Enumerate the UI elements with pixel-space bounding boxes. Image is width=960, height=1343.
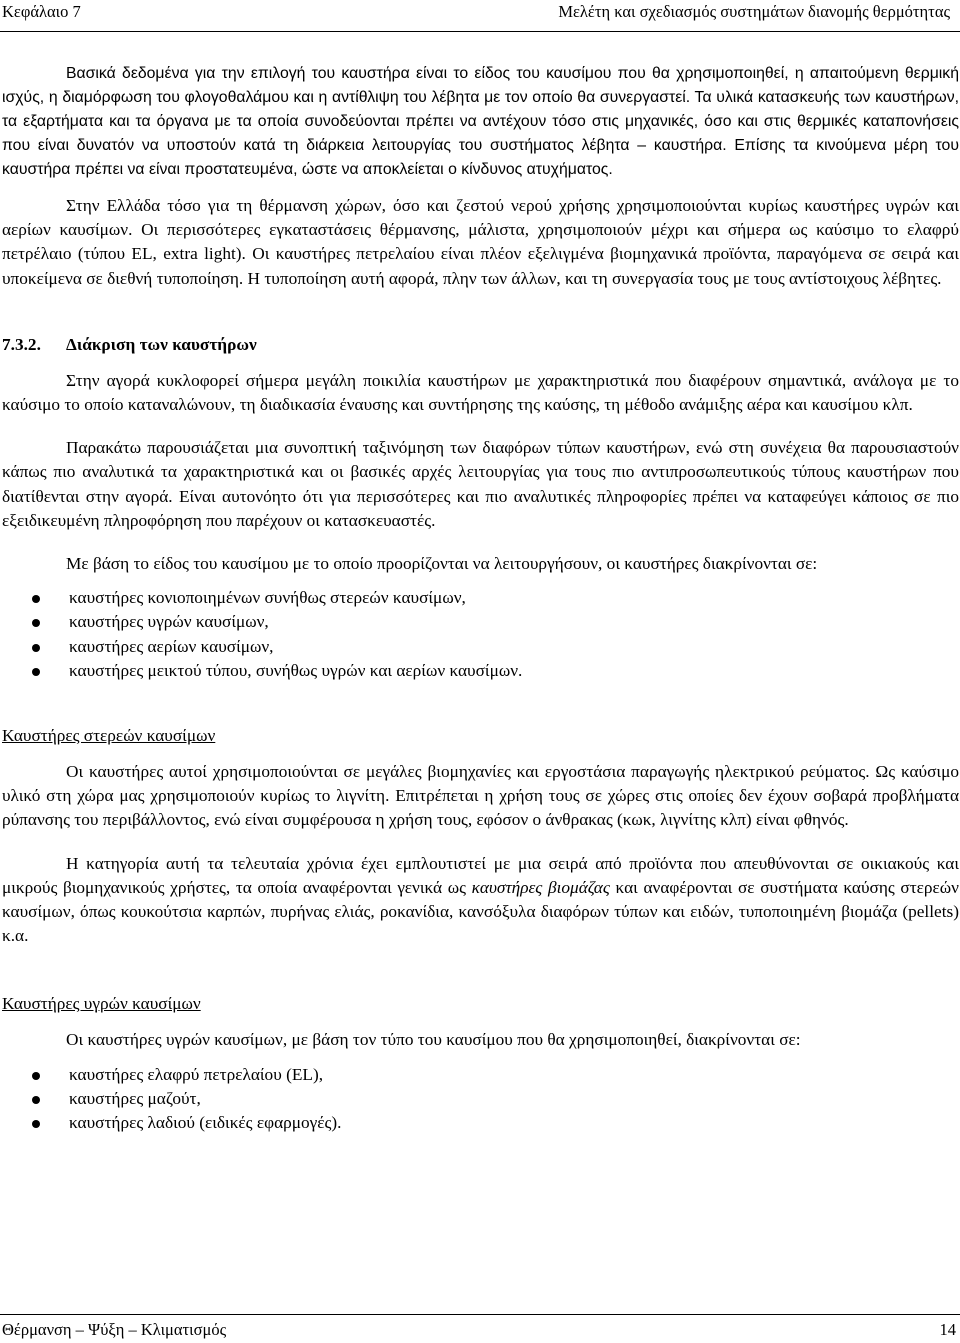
bullet-icon [32,1120,40,1128]
section-number: 7.3.2. [2,334,41,354]
footer-rule [0,1314,960,1315]
page-number: 14 [939,1320,956,1339]
section-paragraph-1: Στην αγορά κυκλοφορεί σήμερα μεγάλη ποικιλία καυστήρων με χαρακτηριστικά που διαφέρουν σημαντικά, ανάλογα με το καύσιμο το οποίο καταναλώνουν, τη διαδικασία έναυσης και συντήρησης της καύσης, τη μέθοδο ανάμιξης αέρα και καυσίμου κλπ. [2,370,959,415]
section-heading [2,333,959,357]
liquid-fuel-heading: Καυστήρες υγρών καυσίμων [2,994,201,1014]
solid-paragraph-2: Η κατηγορία αυτή τα τελευταία χρόνια έχει εμπλουτιστεί με μια σειρά από προϊόντα που απευθύνονται σε οικιακούς και μικρούς βιομηχανικούς χρήστες, τα οποία αναφέρονται γενικά ως καυστήρες βιομάζας και αναφέρονται σε συστήματα καύσης στερεών καυσίμων, όπως κουκούτσια καρπών, πυρήνας ελιάς, ροκανίδια, κανσόξυλα διαφόρων τύπων και ειδών, τυποποιημένη βιομάζα (pellets) κ.α. [2,853,959,946]
header-chapter: Κεφάλαιο 7 [2,2,81,21]
bullet-icon [32,619,40,627]
page-body [2,62,959,1135]
header-rule [0,31,960,32]
intro-paragraph-2: Στην Ελλάδα τόσο για τη θέρμανση χώρων, όσο και ζεστού νερού χρήσης χρησιμοποιούνται κυρίως καυστήρες υγρών και αερίων καυσίμων. Οι περισσότερες εγκαταστάσεις θέρμανσης, μάλιστα, χρησιμοποιούν μέχρι και σήμερα ως καύσιμο το ελαφρύ πετρέλαιο (τύπου EL, extra light). Οι καυστήρες πετρελαίου είναι πλέον εξελιγμένα βιομηχανικά προϊόντα, παραγόμενα σε σειρά και υποκείμενα σε διεθνή τυποποίηση. Η τυποποίηση αυτή αφορά, πλην των άλλων, και τη συνεργασία τους με τους αντίστοιχους λέβητες. [2,196,959,288]
list-item: καυστήρες υγρών καυσίμων, [2,610,959,634]
section-paragraph-3: Με βάση το είδος του καυσίμου με το οποίο προορίζονται να λειτουργήσουν, οι καυστήρες διακρίνονται σε: [66,554,818,574]
list-item: καυστήρες μαζούτ, [2,1087,959,1111]
section-title: Διάκριση των καυστήρων [66,334,257,354]
list-item: καυστήρες κονιοποιημένων συνήθως στερεών καυσίμων, [2,586,959,610]
solid-fuel-heading: Καυστήρες στερεών καυσίμων [2,726,216,746]
liquid-burner-list [2,1063,959,1136]
solid-paragraph-1: Οι καυστήρες αυτοί χρησιμοποιούνται σε μεγάλες βιομηχανίες και εργοστάσια παραγωγής ηλεκτρικού ρεύματος. Ως καύσιμο υλικό στη χώρα μας χρησιμοποιούν κυρίως το λιγνίτη. Επιτρέπεται η χρήση τους σε χώρες στις οποίες δεν έχουν σοβαρά προβλήματα ρύπανσης του περιβάλλοντος, ενώ είναι συμφέρουσα η χρήση τους, εφόσον ο άνθρακας (κωκ, λιγνίτης κλπ) είναι φθηνός. [2,762,959,830]
liquid-paragraph-1: Οι καυστήρες υγρών καυσίμων, με βάση τον τύπο του καυσίμου που θα χρησιμοποιηθεί, διακρίνονται σε: [66,1030,801,1050]
header-title: Μελέτη και σχεδιασμός συστημάτων διανομής θερμότητας [558,2,950,21]
bullet-icon [32,595,40,603]
list-item: καυστήρες αερίων καυσίμων, [2,635,959,659]
burner-types-list [2,586,959,683]
footer-title: Θέρμανση – Ψύξη – Κλιματισμός [2,1320,227,1339]
intro-paragraph-1: Βασικά δεδομένα για την επιλογή του καυστήρα είναι το είδος του καυσίμου που θα χρησιμοποιηθεί, η απαιτούμενη θερμική ισχύς, η διαμόρφωση του φλογοθαλάμου και η αντίθλιψη του λέβητα με τον οποίο θα συνεργαστεί. Τα υλικά κατασκευής των καυστήρων, τα εξαρτήματα και τα όργανα με τα οποία συνοδεύονται πρέπει να αντέχουν τόσο στις μηχανικές, όσο και στις θερμικές καταπονήσεις που είναι δυνατόν να υποστούν κατά τη διάρκεια λειτουργίας του συστήματος λέβητα – καυστήρα. Επίσης τα κινούμενα μέρη του καυστήρα πρέπει να είναι προστατευμένα, ώστε να αποκλείεται ο κίνδυνος ατυχήματος. [2,65,959,178]
bullet-icon [32,1072,40,1080]
emphasis-biomass: καυστήρες βιομάζας [471,877,610,897]
section-paragraph-2: Παρακάτω παρουσιάζεται μια συνοπτική ταξινόμηση των διαφόρων τύπων καυστήρων, ενώ στη συνέχεια θα παρουσιαστούν κάπως πιο αναλυτικά τα χαρακτηριστικά και οι βασικές αρχές λειτουργίας για τους πιο αντιπροσωπευτικούς τύπους καυστήρων που διατίθενται στην αγορά. Είναι αυτονόητο ότι για περισσότερες και πιο αναλυτικές πληροφορίες πρέπει να καταφεύγει κάποιος σε πιο εξειδικευμένη πληροφόρηση που παρέχουν οι κατασκευαστές. [2,438,959,530]
bullet-icon [32,644,40,652]
list-item: καυστήρες ελαφρύ πετρελαίου (EL), [2,1063,959,1087]
bullet-icon [32,1096,40,1104]
list-item: καυστήρες λαδιού (ειδικές εφαρμογές). [2,1111,959,1135]
list-item: καυστήρες μεικτού τύπου, συνήθως υγρών και αερίων καυσίμων. [2,659,959,683]
bullet-icon [32,668,40,676]
